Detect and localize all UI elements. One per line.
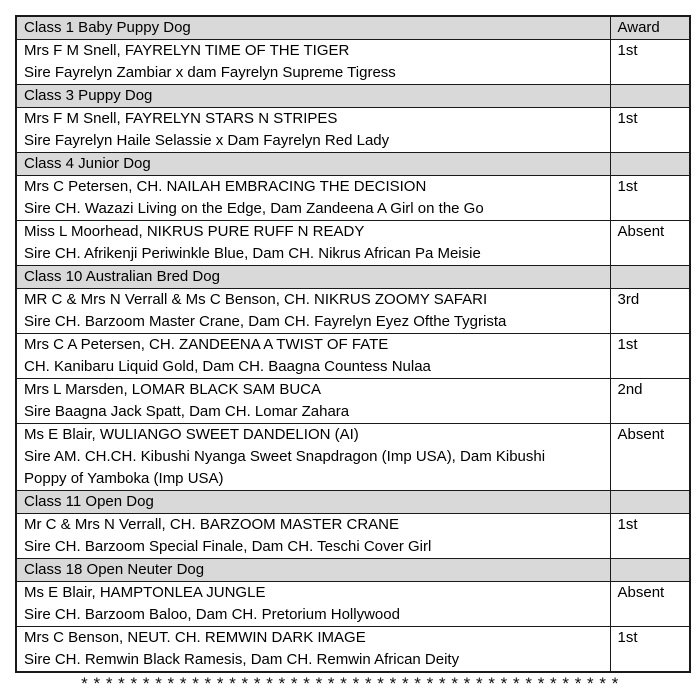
award-cell xyxy=(610,559,690,582)
class-title-cell: Class 11 Open Dog xyxy=(16,491,610,514)
class-title-cell: Class 10 Australian Bred Dog xyxy=(16,266,610,289)
entry-cell xyxy=(16,424,610,491)
entry-line: Mrs C Benson, NEUT. CH. REMWIN DARK IMAGE xyxy=(24,629,366,646)
entry-cell xyxy=(16,627,610,673)
class-title-cell: Class 1 Baby Puppy Dog xyxy=(16,16,610,40)
entry-line: Poppy of Yamboka (Imp USA) xyxy=(24,470,224,487)
entry-cell xyxy=(16,108,610,153)
award-cell: 1st xyxy=(610,334,690,379)
award-cell xyxy=(610,491,690,514)
entry-line: CH. Kanibaru Liquid Gold, Dam CH. Baagna Countess Nulaa xyxy=(24,358,431,375)
entry-line: Sire CH. Remwin Black Ramesis, Dam CH. Remwin African Deity xyxy=(24,651,460,668)
entry-row xyxy=(16,627,690,673)
entry-row xyxy=(16,582,690,627)
entry-line: Miss L Moorhead, NIKRUS PURE RUFF N READY xyxy=(24,223,365,240)
class-title-cell: Class 18 Open Neuter Dog xyxy=(16,559,610,582)
class-row xyxy=(16,85,690,108)
award-cell: Absent xyxy=(610,582,690,627)
entry-line: Mrs F M Snell, FAYRELYN STARS N STRIPES xyxy=(24,110,338,127)
entry-line: Mr C & Mrs N Verrall, CH. BARZOOM MASTER CRANE xyxy=(24,516,400,533)
award-cell: Absent xyxy=(610,424,690,491)
entry-cell xyxy=(16,176,610,221)
entry-cell xyxy=(16,379,610,424)
entry-line: MR C & Mrs N Verrall & Ms C Benson, CH. NIKRUS ZOOMY SAFARI xyxy=(24,291,488,308)
entry-line: Mrs C A Petersen, CH. ZANDEENA A TWIST OF FATE xyxy=(24,336,389,353)
entry-line: Sire CH. Afrikenji Periwinkle Blue, Dam CH. Nikrus African Pa Meisie xyxy=(24,245,481,262)
entry-row xyxy=(16,289,690,334)
class-title-cell: Class 3 Puppy Dog xyxy=(16,85,610,108)
entry-row xyxy=(16,514,690,559)
entry-cell xyxy=(16,40,610,85)
award-cell: 1st xyxy=(610,627,690,673)
results-table xyxy=(15,15,691,673)
entry-cell xyxy=(16,334,610,379)
entry-line: Sire CH. Barzoom Master Crane, Dam CH. Fayrelyn Eyez Ofthe Tygrista xyxy=(24,313,507,330)
award-cell: 2nd xyxy=(610,379,690,424)
entry-line: Mrs L Marsden, LOMAR BLACK SAM BUCA xyxy=(24,381,322,398)
entry-row xyxy=(16,379,690,424)
entry-line: Sire Fayrelyn Haile Selassie x Dam Fayrelyn Red Lady xyxy=(24,132,390,149)
class-row xyxy=(16,266,690,289)
award-cell: 1st xyxy=(610,108,690,153)
entry-row xyxy=(16,40,690,85)
entry-line: Sire CH. Barzoom Baloo, Dam CH. Pretorium Hollywood xyxy=(24,606,400,623)
award-cell: 1st xyxy=(610,176,690,221)
award-cell xyxy=(610,266,690,289)
class-row xyxy=(16,16,690,40)
award-cell: 3rd xyxy=(610,289,690,334)
entry-cell xyxy=(16,221,610,266)
award-header-cell: Award xyxy=(610,16,690,40)
entry-line: Sire Baagna Jack Spatt, Dam CH. Lomar Zahara xyxy=(24,403,350,420)
class-row xyxy=(16,491,690,514)
class-row xyxy=(16,153,690,176)
entry-cell xyxy=(16,514,610,559)
entry-row xyxy=(16,221,690,266)
entry-cell xyxy=(16,289,610,334)
entry-line: Sire AM. CH.CH. Kibushi Nyanga Sweet Snapdragon (Imp USA), Dam Kibushi xyxy=(24,448,546,465)
award-cell: 1st xyxy=(610,514,690,559)
entry-line: Mrs C Petersen, CH. NAILAH EMBRACING THE DECISION xyxy=(24,178,427,195)
award-cell: Absent xyxy=(610,221,690,266)
entry-line: Ms E Blair, HAMPTONLEA JUNGLE xyxy=(24,584,266,601)
entry-row xyxy=(16,424,690,491)
entry-row xyxy=(16,176,690,221)
entry-row xyxy=(16,334,690,379)
award-cell: 1st xyxy=(610,40,690,85)
entry-line: Ms E Blair, WULIANGO SWEET DANDELION (AI) xyxy=(24,426,359,443)
class-row xyxy=(16,559,690,582)
entry-row xyxy=(16,108,690,153)
award-cell xyxy=(610,153,690,176)
separator-asterisks: * * * * * * * * * * * * * * * * * * * * * * * * * * * * * * * * * * * * * * * * * * * * xyxy=(81,674,619,693)
entry-line: Sire CH. Barzoom Special Finale, Dam CH. Teschi Cover Girl xyxy=(24,538,432,555)
entry-line: Mrs F M Snell, FAYRELYN TIME OF THE TIGER xyxy=(24,42,350,59)
entry-cell xyxy=(16,582,610,627)
entry-line: Sire CH. Wazazi Living on the Edge, Dam Zandeena A Girl on the Go xyxy=(24,200,484,217)
award-cell xyxy=(610,85,690,108)
class-title-cell: Class 4 Junior Dog xyxy=(16,153,610,176)
entry-line: Sire Fayrelyn Zambiar x dam Fayrelyn Supreme Tigress xyxy=(24,64,396,81)
